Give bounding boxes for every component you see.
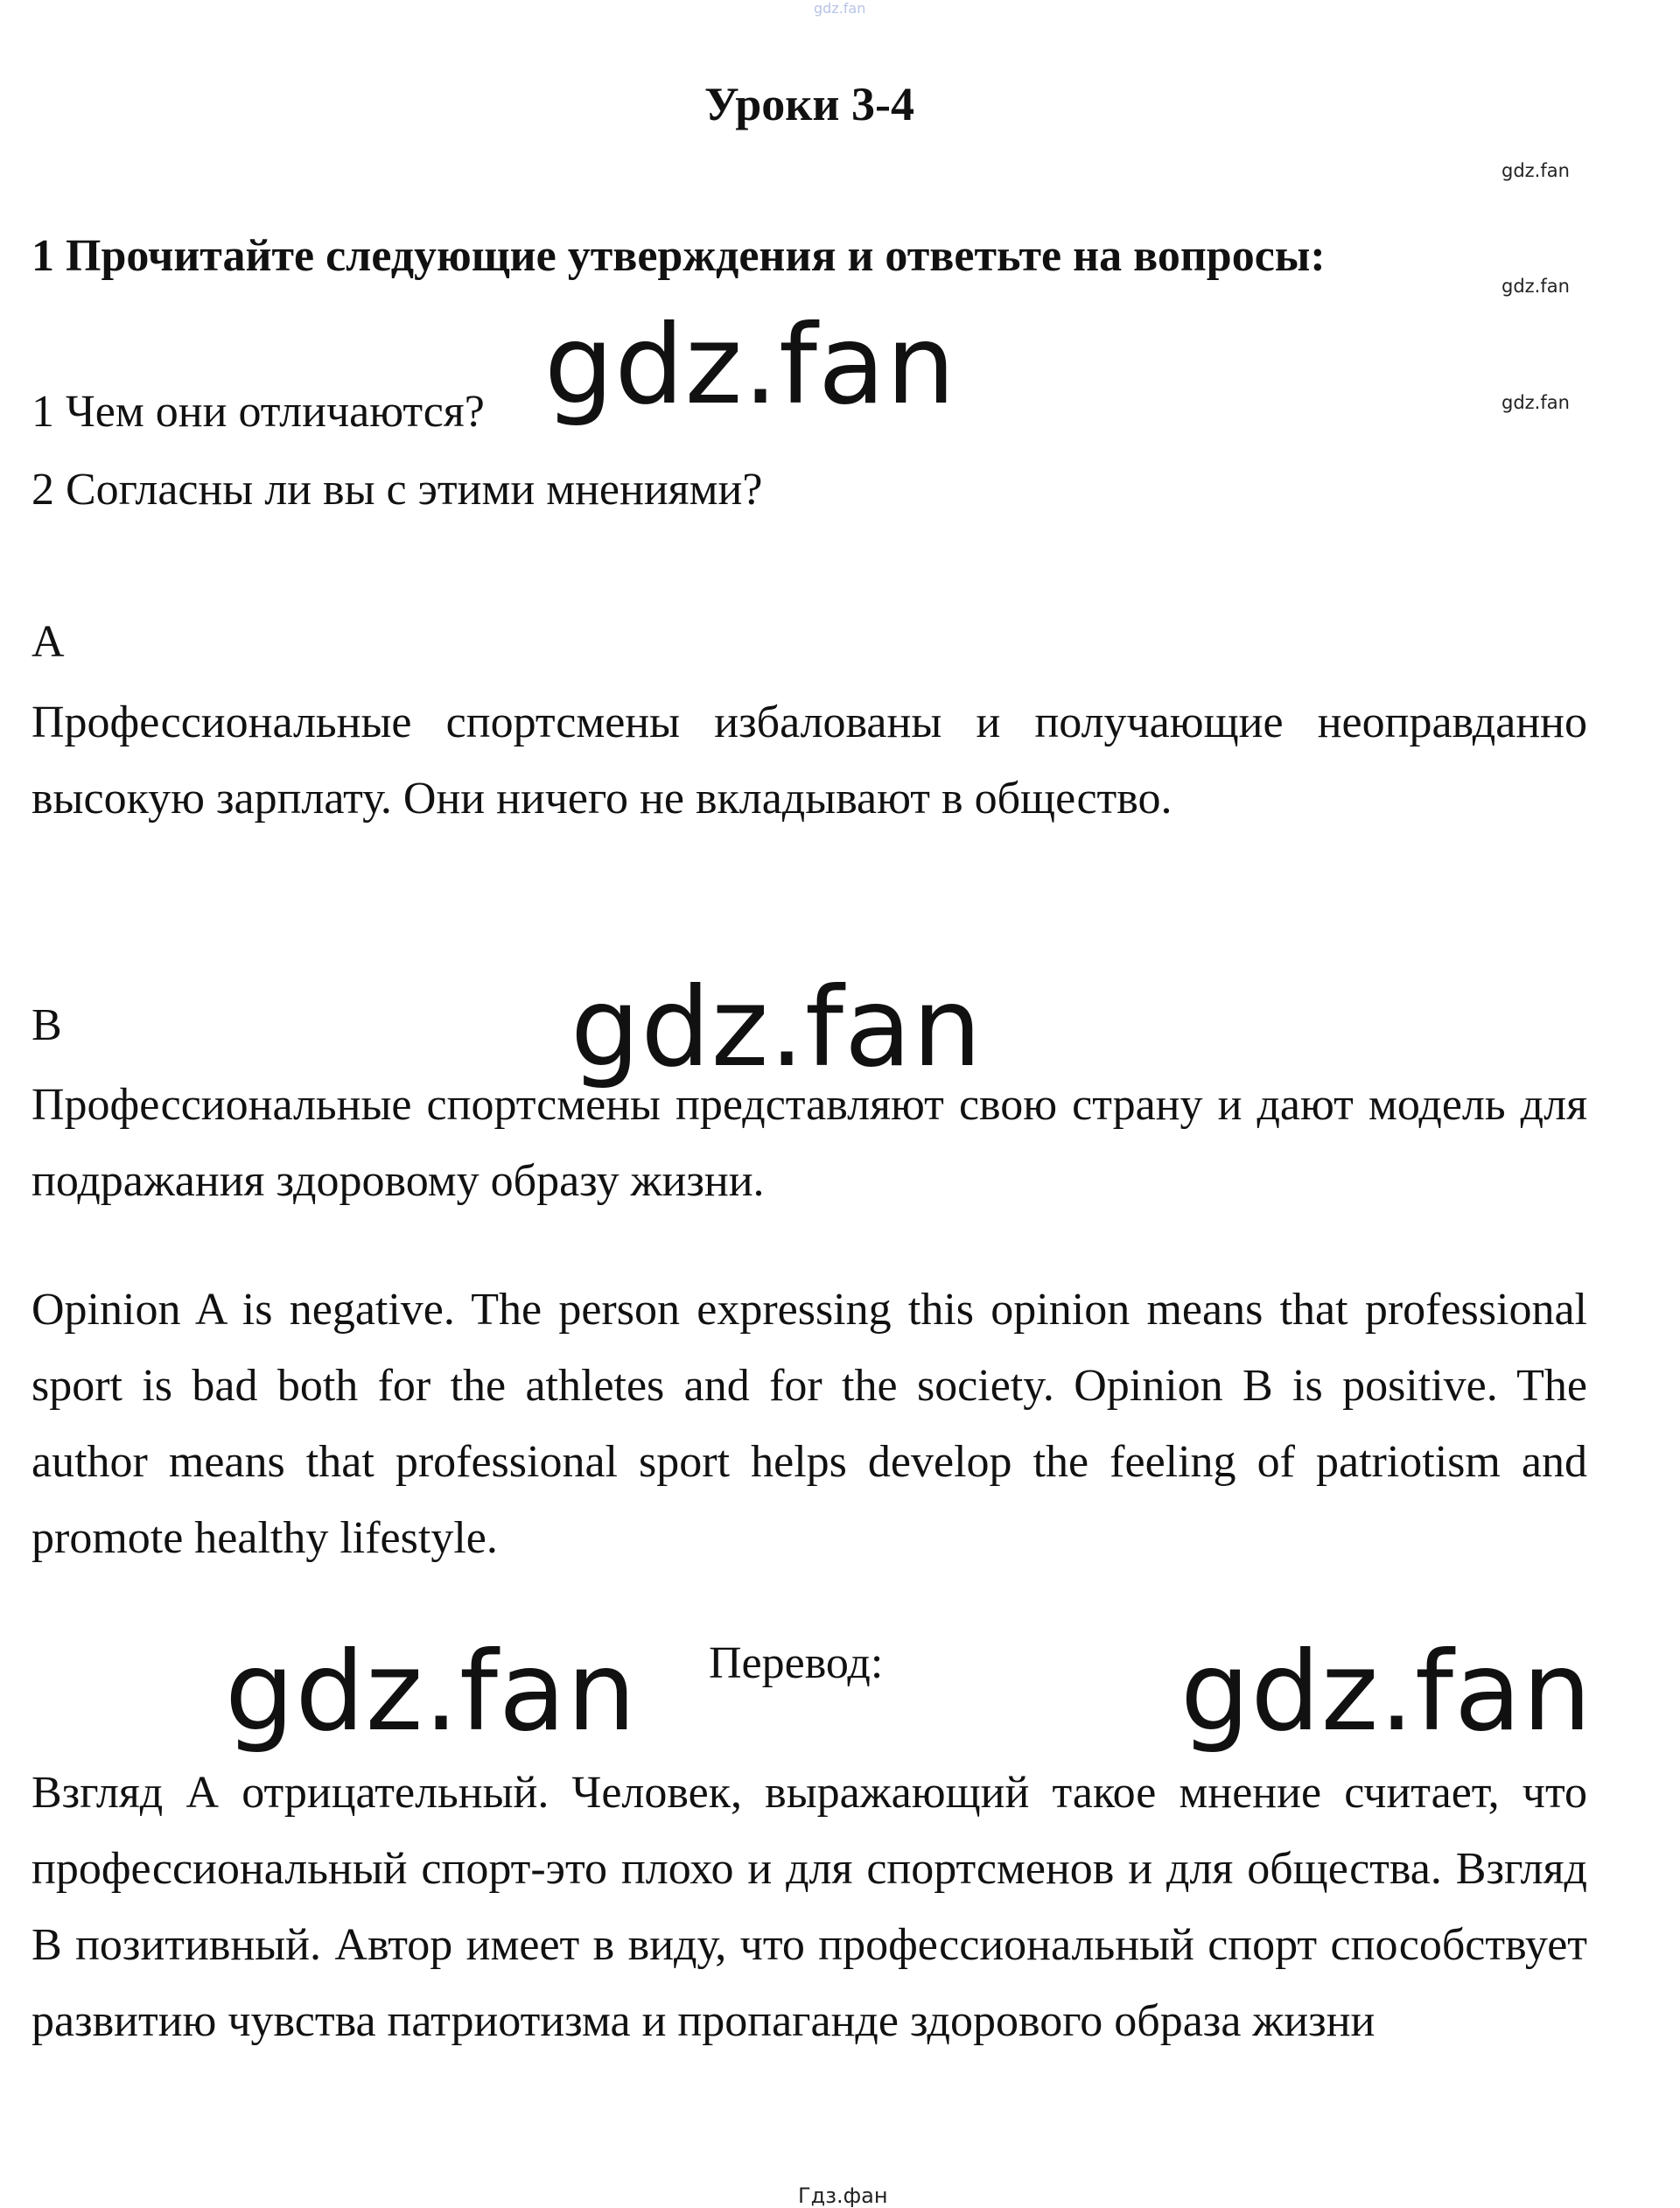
translation-label: Перевод:: [709, 1638, 884, 1688]
watermark-large: gdz.fan: [1180, 1629, 1592, 1756]
opinion-a-text: Профессиональные спортсмены избалованы и получающие неоправданно высокую зарплату. Они ничего не вкладывают в общество.: [32, 697, 1587, 824]
page-title: Уроки 3-4: [704, 78, 914, 130]
question-2: 2 Согласны ли вы с этими мнениями?: [32, 465, 763, 515]
watermark-large: gdz.fan: [225, 1629, 637, 1756]
watermark-small: gdz.fan: [1502, 392, 1570, 413]
watermark-top: gdz.fan: [814, 0, 866, 17]
opinion-a-label: A: [32, 617, 65, 667]
answer-russian: Взгляд А отрицательный. Человек, выражающий такое мнение считает, что профессиональный спорт-это плохо и для спортсменов и для общества. Взгляд В позитивный. Автор имеет в виду, что профессиональный спорт способствует развитию чувства патриотизма и пропаганде здорового образа жизни: [32, 1768, 1587, 2046]
opinion-b-label: B: [32, 1000, 62, 1050]
answer-english: Opinion A is negative. The person expressing this opinion means that professional sport is bad both for the athletes and for the society. Opinion B is positive. The author means that professional sport helps develop the feeling of patriotism and promote healthy lifestyle.: [32, 1285, 1587, 1563]
opinion-b-text: Профессиональные спортсмены представляют свою страну и дают модель для подражания здоровому образу жизни.: [32, 1080, 1587, 1206]
question-1: 1 Чем они отличаются?: [32, 387, 485, 437]
task-heading: 1 Прочитайте следующие утверждения и ответьте на вопросы:: [32, 231, 1326, 281]
watermark-bottom: Гдз.фан: [798, 2183, 888, 2208]
watermark-small: gdz.fan: [1502, 160, 1570, 181]
watermark-small: gdz.fan: [1502, 276, 1570, 297]
watermark-large: gdz.fan: [570, 964, 983, 1091]
watermark-large: gdz.fan: [544, 302, 956, 429]
